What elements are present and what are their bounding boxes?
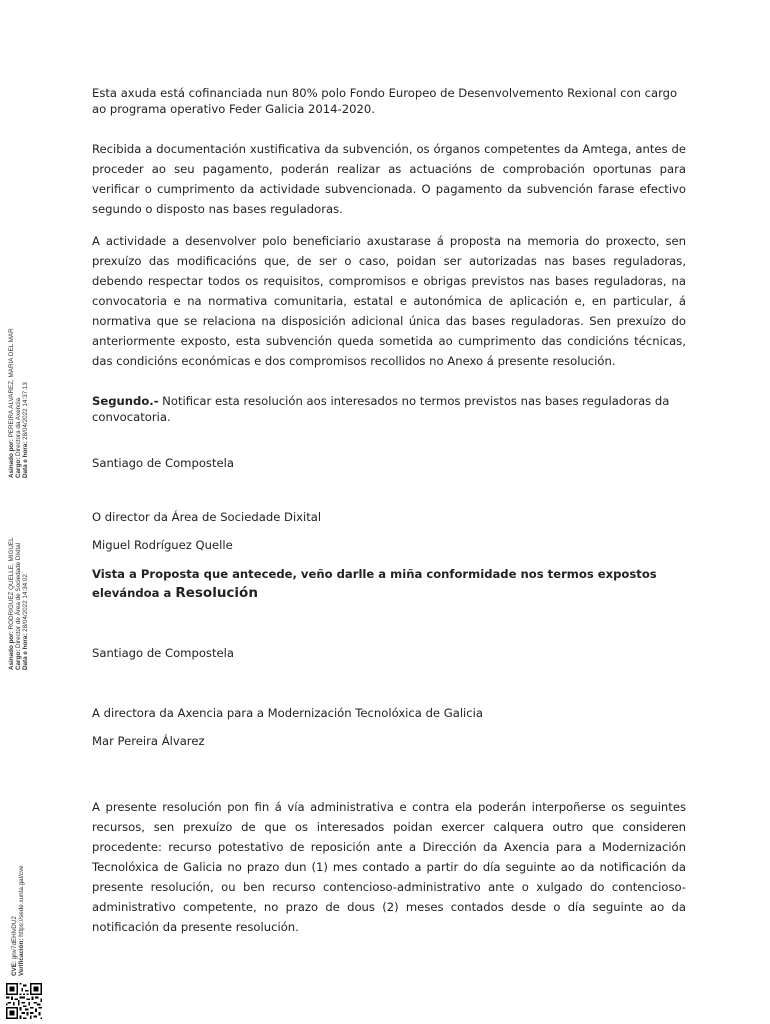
sig1-value-date: 28/04/2022 14:37:13: [22, 382, 29, 442]
sig2-value-signed: RODRIGUEZ QUELLE, MIGUEL: [8, 537, 15, 632]
segundo-text: Notificar esta resolución aos interesados no termos previstos nas bases reguladoras da convocatoria.: [92, 394, 670, 424]
activity-paragraph: A actividade a desenvolver polo beneficiario axustarase á proposta na memoria do proxecto, sen prexuízo das modificacións que, de ser o caso, poidan ser autorizadas nas bases reguladoras, debendo respectar todos os requisitos, compromisos e obrigas previstos nas bases reguladoras, na convocatoria e na normativa comunitaria, estatal e autonómica de aplicación e, en particular, á normativa que se relaciona na disposición adicional única das bases reguladoras. Sen prexuízo do anteriormente exposto, esta subvención queda sometida ao cumprimento das condicións técnicas, das condicións económicas e dos compromisos recollidos no Anexo á presente resolución.: [92, 234, 686, 368]
segundo-label: Segundo.-: [92, 394, 159, 408]
sig2-value-role: Director de Área de Sociedade Dixital: [15, 542, 22, 650]
verification-label: Verificación:: [18, 938, 25, 976]
signature-stamp-rodriguez: [8, 537, 29, 670]
vista-text: Vista a Proposta que antecede, veño darlle a miña conformidade nos termos expostos elevándoa a: [92, 567, 657, 600]
directora-title: A directora da Axencia para a Modernización Tecnolóxica de Galicia: [92, 706, 483, 720]
justification-paragraph: Recibida a documentación xustificativa da subvención, os órganos competentes da Amtega, antes de proceder ao seu pagamento, poderán realizar as actuacións de comprobación oportunas para verificar o cumprimento da actividade subvencionada. O pagamento da subvención farase efectivo segundo o disposto nas bases reguladoras.: [92, 142, 686, 216]
sig1-value-role: Directora da Axencia: [15, 397, 22, 458]
sig1-value-signed: PEREIRA ALVAREZ, MARIA DEL MAR: [8, 328, 15, 440]
sig1-label-date: Data e hora:: [22, 441, 29, 478]
sig2-value-date: 28/04/2022 14:34:02: [22, 574, 29, 634]
segundo-paragraph: [92, 393, 686, 425]
qr-code-icon: [6, 983, 42, 1019]
director-name: Miguel Rodríguez Quelle: [92, 538, 233, 552]
sig2-label-date: Data e hora:: [22, 633, 29, 670]
signature-stamp-pereira: [8, 328, 29, 478]
directora-name: Mar Pereira Álvarez: [92, 734, 205, 748]
sig2-label-signed: Asinado por:: [8, 631, 15, 670]
place-line-1: Santiago de Compostela: [92, 456, 234, 470]
verification-stamp: [11, 865, 25, 976]
director-title: O director da Área de Sociedade Dixital: [92, 510, 322, 524]
sig2-label-role: Cargo:: [15, 649, 22, 670]
verification-url[interactable]: https://sede.xunta.gal/cve: [18, 865, 25, 939]
cve-value: gnv7dEHlvDU2: [11, 916, 18, 961]
document-body: [92, 85, 686, 937]
vista-resolucion: Resolución: [175, 585, 258, 601]
cve-label: CVE:: [11, 960, 18, 976]
sig1-label-signed: Asinado por:: [8, 439, 15, 478]
cofinancing-paragraph: Esta axuda está cofinanciada nun 80% polo Fondo Europeo de Desenvolvemento Rexional con cargo ao programa operativo Feder Galicia 2014-2020.: [92, 86, 678, 116]
sig1-label-role: Cargo:: [15, 457, 22, 478]
vista-paragraph: [92, 565, 686, 603]
appeal-paragraph: A presente resolución pon fin á vía administrativa e contra ela poderán interpoñerse os seguintes recursos, sen prexuízo de que os interesados poidan exercer calquera outro que consideren procedente: recurso potestativo de reposición ante a Dirección da Axencia para a Modernización Tecnolóxica de Galicia no prazo dun (1) mes contado a partir do día seguinte ao da notificación da presente resolución, ou ben recurso contencioso-administrativo ante o xulgado do contencioso-administrativo competente, no prazo de dous (2) meses contados desde o día seguinte ao da notificación da presente resolución.: [92, 800, 686, 934]
place-line-2: Santiago de Compostela: [92, 646, 234, 660]
